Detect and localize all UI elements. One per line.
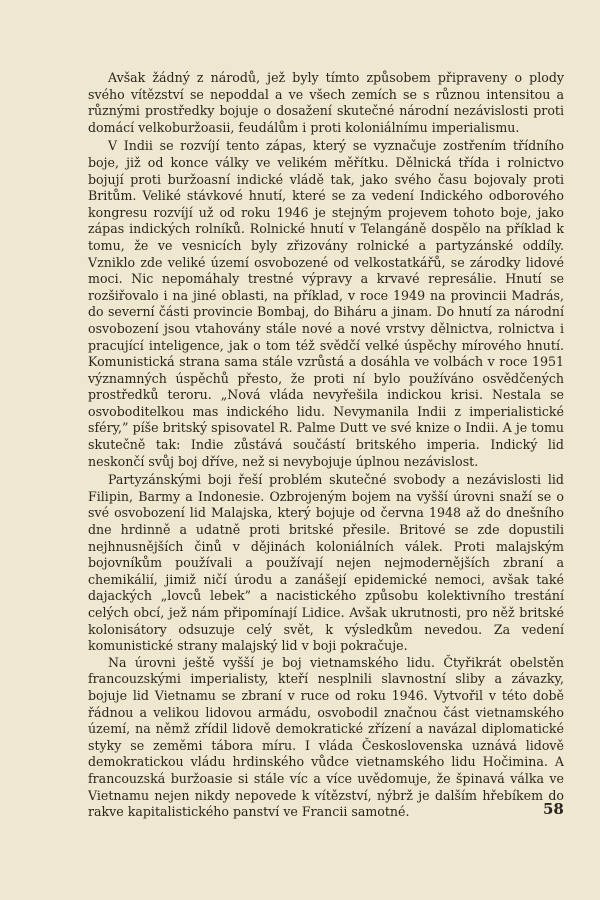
- page-number: 58: [543, 800, 564, 818]
- body-text: [88, 70, 564, 821]
- paragraph-3: Partyzánskými boji řeší problém skutečné svobody a nezávislosti lid Filipin, Barmy a Indonesie. Ozbrojeným bojem na vyšší úrovni snaží se o své osvobození lid Malajska, který bojuje od června 1948 až do dnešního dne hrdinně a udatně proti britské přesile. Britové se zde dopustili nejhnusnějších činů v dějinách koloniálních válek. Proti malajským bojovníkům používali a používají nejen nejmodernějších zbraní a chemikálií, jimiž ničí úrodu a zanášejí epidemické nemoci, avšak také dajackých „lovců lebek” a nacistického způsobu kolektivního trestání celých obcí, jež nám připomínají Lidice. Avšak ukrutnosti, pro něž britské kolonisátory odsuzuje celý svět, k výsledkům nevedou. Za vedení komunistické strany malajský lid v boji pokračuje.: [88, 472, 564, 654]
- paragraph-1: Avšak žádný z národů, jež byly tímto způsobem připraveny o plody svého vítězství se nepoddal a ve všech zemích se s různou intensitou a různými prostředky bojuje o dosažení skutečné národní nezávislosti proti domácí velkoburžoasii, feudálům i proti koloniálnímu imperialismu.: [88, 70, 564, 135]
- paragraph-2: V Indii se rozvíjí tento zápas, který se vyznačuje zostřením třídního boje, již od konce války ve velikém měřítku. Dělnická třída i rolnictvo bojují proti buržoasní indické vládě tak, jako svého času bojovaly proti Britům. Veliké stávkové hnutí, které se za vedení Indického odborového kongresu rozvíjí už od roku 1946 je stejným projevem tohoto boje, jako zápas indických rolníků. Rolnické hnutí v Telangáně dospělo na příklad k tomu, že ve vesnicích byly zřizovány rolnické a partyzánské oddíly. Vzniklo zde veliké území osvobozené od velkostatkářů, se zárodky lidové moci. Nic nepomáhaly trestné výpravy a krvavé represálie. Hnutí se rozšiřovalo i na jiné oblasti, na příklad, v roce 1949 na provincii Madrás, do severní části provincie Bombaj, do Biháru a jinam. Do hnutí za národní osvobození jsou vtahovány stále nové a nové vrstvy dělnictva, rolnictva i pracující inteligence, jak o tom též svědčí velké úspěchy mírového hnutí. Komunistická strana sama stále vzrůstá a dosáhla ve volbách v roce 1951 významných úspěchů přesto, že proti ní bylo používáno osvědčených prostředků teroru. „Nová vláda nevyřešila indickou krisi. Nestala se osvoboditelkou mas indického lidu. Nevymanila Indii z imperialistické sféry,” píše britský spisovatel R. Palme Dutt ve své knize o Indii. A je tomu skutečně tak: Indie zůstává součástí britského imperia. Indický lid neskončí svůj boj dříve, než si nevybojuje úplnou nezávislost.: [88, 138, 564, 469]
- paragraph-4: Na úrovni ještě vyšší je boj vietnamského lidu. Čtyřikrát obelstěn francouzskými imperialisty, kteří nesplnili slavnostní sliby a závazky, bojuje lid Vietnamu se zbraní v ruce od roku 1946. Vytvořil v této době řádnou a velikou lidovou armádu, osvobodil značnou část vietnamského území, na němž zřídil lidově demokratické zřízení a navázal diplomatické styky se zeměmi tábora míru. I vláda Československa uznává lidově demokratickou vládu hrdinského vůdce vietnamského lidu Hočimina. A francouzská buržoasie si stále víc a více uvědomuje, že špinavá válka ve Vietnamu nejen nikdy nepovede k vítězství, nýbrž je dalším hřebíkem do rakve kapitalistického panství ve Francii samotné.: [88, 654, 564, 820]
